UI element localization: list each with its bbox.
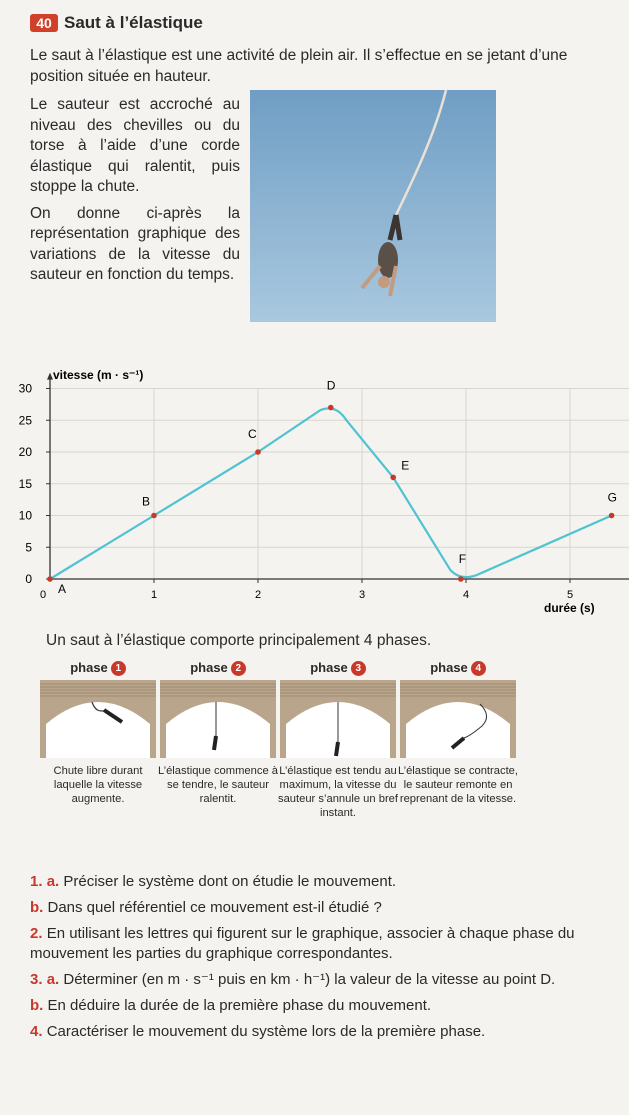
phase-label-1 [40, 660, 156, 676]
y-tick-label: 10 [18, 508, 32, 523]
bungee-jumper-illustration [250, 90, 496, 322]
y-tick-label: 30 [18, 381, 32, 396]
phase-label-2 [160, 660, 276, 676]
description-paragraph: Le sauteur est accroché au niveau des chevilles ou du torse à l’aide d’une corde élastique qui ralentit, puis stoppe la chute. [30, 96, 240, 195]
bridge-arch-svg [280, 680, 396, 758]
question-item [30, 924, 615, 964]
point-g [609, 513, 615, 519]
x-axis-label: durée (s) [544, 601, 595, 615]
point-label-c: C [248, 427, 257, 441]
left-text-column [30, 95, 240, 286]
question-item [30, 1022, 615, 1042]
question-subletter: b. [30, 899, 48, 916]
phase-caption-4: L’élastique se contracte, le sauteur remonte en reprenant de la vitesse. [397, 765, 519, 805]
y-axis-label: vitesse (m · s⁻¹) [53, 367, 144, 382]
phase-label-text: phase [310, 660, 348, 675]
exercise-title: Saut à l’élastique [64, 13, 203, 32]
graph-intro-paragraph: On donne ci-après la représentation graphique des variations de la vitesse du sauteur en fonction du temps. [30, 204, 240, 283]
phase-label-4 [400, 660, 516, 676]
point-c [255, 449, 261, 455]
point-f [458, 576, 464, 582]
question-text: En déduire la durée de la première phase du mouvement. [47, 997, 432, 1014]
question-text: Déterminer (en m · s⁻¹ puis en km · h⁻¹) la valeur de la vitesse au point D. [63, 971, 556, 988]
bridge-arch-svg [40, 680, 156, 758]
point-label-b: B [142, 494, 151, 509]
y-tick-label: 20 [18, 445, 32, 459]
question-text: En utilisant les lettres qui figurent sur le graphique, associer à chaque phase du mouvement les parties du graphique correspondantes. [30, 925, 575, 962]
question-item [30, 996, 615, 1016]
phase-illustration-2 [160, 680, 276, 758]
phase-number-badge: 1 [111, 661, 126, 676]
point-label-d: D [326, 378, 336, 393]
velocity-chart-svg [0, 350, 629, 620]
question-subletter: b. [30, 997, 48, 1014]
questions-list [30, 872, 615, 1048]
y-tick-label: 15 [18, 476, 32, 491]
point-label-f: F [458, 552, 467, 566]
point-b [151, 513, 157, 519]
bridge-arch-svg [400, 680, 516, 758]
phase-caption-3: L’élastique est tendu au maximum, la vitesse du sauteur s’annule un bref instant. [277, 765, 399, 819]
x-tick-label: 4 [462, 589, 470, 601]
phase-label-3 [280, 660, 396, 676]
question-number: 2. [30, 925, 47, 942]
phase-number-badge: 3 [351, 661, 366, 676]
question-text: Préciser le système dont on étudie le mouvement. [63, 873, 397, 890]
x-tick-label: 2 [254, 589, 262, 601]
bridge-arch-svg [160, 680, 276, 758]
question-number: 1. [30, 873, 47, 890]
phase-illustration-3 [280, 680, 396, 758]
question-item [30, 970, 615, 990]
question-item [30, 872, 615, 892]
origin-label: 0 [40, 589, 47, 601]
question-subletter: a. [46, 873, 64, 890]
question-text: Dans quel référentiel ce mouvement est-il étudié ? [47, 899, 382, 916]
phases-panel [40, 660, 600, 870]
x-tick-label: 1 [150, 589, 158, 601]
phase-number-badge: 2 [231, 661, 246, 676]
question-number: 3. [30, 971, 47, 988]
point-label-e: E [401, 458, 410, 473]
phase-label-text: phase [430, 660, 468, 675]
phase-caption-1: Chute libre durant laquelle la vitesse augmente. [53, 765, 143, 805]
question-text: Caractériser le mouvement du système lors de la première phase. [46, 1023, 486, 1040]
question-item [30, 898, 615, 918]
phase-label-text: phase [190, 660, 228, 675]
x-tick-label: 5 [566, 589, 574, 601]
x-tick-label: 3 [358, 589, 366, 601]
y-tick-label: 25 [18, 413, 32, 428]
phase-illustration-1 [40, 680, 156, 758]
y-tick-label: 0 [25, 572, 32, 586]
point-label-a: A [58, 582, 67, 596]
bungee-jumper-photo [250, 90, 496, 322]
point-e [390, 475, 396, 481]
point-label-g: G [607, 490, 617, 505]
point-d [328, 405, 334, 411]
y-tick-label: 5 [25, 540, 32, 555]
question-subletter: a. [46, 971, 64, 988]
velocity-chart [0, 350, 629, 625]
question-number: 4. [30, 1023, 47, 1040]
point-a [47, 576, 53, 582]
intro-text: Le saut à l’élastique est une activité de plein air. Il s’effectue en se jetant d’une position située en hauteur. [30, 47, 568, 85]
exercise-number-badge: 40 [30, 14, 58, 32]
phase-label-text: phase [70, 660, 108, 675]
phases-intro: Un saut à l’élastique comporte principalement 4 phases. [46, 632, 432, 649]
phase-illustration-4 [400, 680, 516, 758]
phase-caption-2: L’élastique commence à se tendre, le sauteur ralentit. [157, 765, 279, 805]
velocity-curve [50, 408, 612, 579]
phase-number-badge: 4 [471, 661, 486, 676]
